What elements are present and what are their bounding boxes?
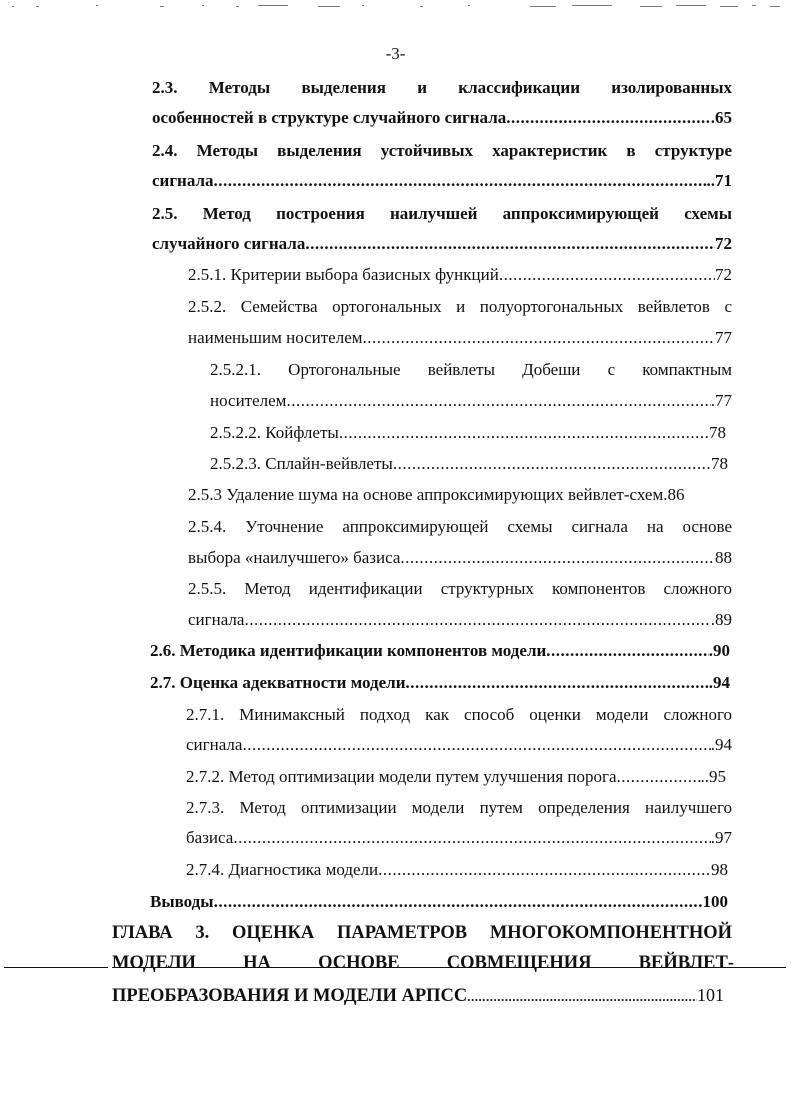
chapter-3-title-end: ПРЕОБРАЗОВАНИЯ И МОДЕЛИ АРПСС — [112, 986, 468, 1006]
toc-entry-2-6-title: 2.6. Методика идентификации компонентов модели — [150, 641, 547, 660]
toc-entry-2-5-4-line2: выбора «наилучшего» базиса — [188, 548, 401, 567]
leader-dots — [305, 234, 715, 254]
toc-entry-2-7-1 — [186, 735, 732, 755]
toc-entry-2-6-page: .90 — [708, 641, 730, 660]
leader-dots — [233, 828, 710, 848]
toc-entry-2-5-2-line1: 2.5.2. Семейства ортогональных и полуортогональных вейвлетов с — [188, 297, 732, 316]
leader-dots — [378, 860, 711, 880]
toc-entry-2-5-4-line1: 2.5.4. Уточнение аппроксимирующей схемы сигнала на основе — [188, 517, 732, 536]
leader-dots — [214, 892, 699, 912]
toc-entry-2-5 — [152, 234, 732, 254]
toc-entry-2-3 — [152, 108, 732, 128]
toc-entry-2-7-3-page: .97 — [710, 828, 732, 847]
toc-entry-2-3-page: .65 — [710, 108, 732, 127]
toc-entry-2-5-5-line1: 2.5.5. Метод идентификации структурных компонентов сложного — [188, 579, 732, 598]
chapter-3-page: 101 — [697, 985, 724, 1005]
toc-entry-2-7-2-page: ..95 — [700, 767, 726, 786]
scan-noise — [0, 2, 791, 14]
leader-dots — [467, 986, 697, 1008]
leader-dots — [286, 391, 710, 411]
toc-entry-2-4-page: ..71 — [706, 171, 732, 190]
scan-line-left — [4, 967, 108, 968]
leader-dots — [244, 610, 710, 630]
leader-dots — [393, 454, 711, 474]
leader-dots — [406, 673, 709, 693]
leader-dots — [339, 423, 709, 443]
scan-line-right — [734, 967, 786, 968]
toc-entry-2-7-4-page: 98 — [711, 860, 728, 879]
page-number: -3- — [385, 44, 406, 63]
chapter-3-line1: ГЛАВА 3. ОЦЕНКА ПАРАМЕТРОВ МНОГОКОМПОНЕНТНОЙ — [112, 923, 732, 943]
toc-entry-2-5-2-1-line2: носителем — [210, 391, 287, 410]
toc-entry-2-5-3: 2.5.3 Удаление шума на основе аппроксимирующих вейвлет-схем.86 — [188, 485, 685, 504]
toc-entry-2-4-line2: сигнала — [152, 171, 214, 190]
toc-entry-2-5-page: 72 — [715, 234, 732, 253]
toc-entry-2-5-2-3-title: 2.5.2.3. Сплайн-вейвлеты — [210, 454, 393, 473]
toc-entry-2-5-2-1-page: .77 — [710, 391, 732, 410]
toc-entry-2-5-5-page: .89 — [710, 610, 732, 629]
toc-entry-2-5-2-2-page: 78 — [709, 423, 726, 442]
leader-dots — [242, 735, 710, 755]
chapter-3-line3 — [112, 984, 724, 1008]
toc-entry-2-7-1-line1: 2.7.1. Минимаксный подход как способ оценки модели сложного — [186, 705, 732, 724]
toc-entry-2-5-1 — [188, 265, 732, 285]
leader-dots — [617, 767, 701, 787]
toc-entry-2-7-1-page: .94 — [710, 735, 732, 754]
toc-entry-2-5-2-1 — [210, 391, 732, 411]
toc-entry-conclusions-title: Выводы — [150, 892, 214, 911]
toc-entry-conclusions-page: .100 — [698, 892, 728, 911]
toc-entry-2-3-line2: особенностей в структуре случайного сигнала — [152, 108, 507, 127]
toc-entry-2-4-line1: 2.4. Методы выделения устойчивых характеристик в структуре — [152, 141, 732, 160]
toc-entry-2-5-2-2-title: 2.5.2.2. Койфлеты — [210, 423, 339, 442]
toc-entry-2-5-1-title: 2.5.1. Критерии выбора базисных функций — [188, 265, 499, 284]
toc-entry-2-4 — [152, 171, 732, 191]
toc-entry-2-5-2-page: 77 — [715, 328, 732, 347]
leader-dots — [546, 641, 708, 661]
toc-entry-2-7 — [150, 673, 730, 693]
toc-entry-2-7-3-line2: базиса — [186, 828, 234, 847]
toc-entry-2-5-2-line2: наименьшим носителем — [188, 328, 363, 347]
toc-entry-2-5-5 — [188, 610, 732, 630]
toc-entry-2-7-page: .94 — [708, 673, 730, 692]
toc-entry-2-5-2-2 — [210, 423, 726, 443]
leader-dots — [506, 108, 711, 128]
toc-entry-2-3-line1: 2.3. Методы выделения и классификации изолированных — [152, 78, 732, 97]
leader-dots — [499, 265, 715, 285]
toc-entry-2-5-2-3-page: 78 — [711, 454, 728, 473]
toc-entry-2-5-2 — [188, 328, 732, 348]
toc-entry-2-5-1-page: 72 — [715, 265, 732, 284]
toc-entry-2-7-4 — [186, 860, 728, 880]
toc-entry-2-5-line1: 2.5. Метод построения наилучшей аппроксимирующей схемы — [152, 204, 732, 223]
leader-dots — [214, 171, 707, 191]
toc-entry-conclusions — [150, 892, 728, 912]
toc-entry-2-5-2-3 — [210, 454, 728, 474]
toc-entry-2-7-2 — [186, 767, 726, 787]
toc-entry-2-7-title: 2.7. Оценка адекватности модели — [150, 673, 406, 692]
toc-entry-2-7-4-title: 2.7.4. Диагностика модели — [186, 860, 379, 879]
chapter-3-line2: МОДЕЛИ НА ОСНОВЕ СОВМЕЩЕНИЯ ВЕЙВЛЕТ- — [112, 953, 734, 973]
toc-entry-2-5-2-1-line1: 2.5.2.1. Ортогональные вейвлеты Добеши с компактным — [210, 360, 732, 379]
toc-entry-2-5-4-page: 88 — [715, 548, 732, 567]
toc-entry-2-5-line2: случайного сигнала — [152, 234, 306, 253]
leader-dots — [363, 328, 715, 348]
leader-dots — [400, 548, 715, 568]
toc-entry-2-7-3 — [186, 828, 732, 848]
toc-entry-2-5-5-line2: сигнала — [188, 610, 245, 629]
toc-entry-2-5-4 — [188, 548, 732, 568]
toc-entry-2-7-3-line1: 2.7.3. Метод оптимизации модели путем определения наилучшего — [186, 798, 732, 817]
toc-entry-2-7-2-title: 2.7.2. Метод оптимизации модели путем улучшения порога — [186, 767, 617, 786]
toc-entry-2-6 — [150, 641, 730, 661]
toc-entry-2-7-1-line2: сигнала — [186, 735, 243, 754]
